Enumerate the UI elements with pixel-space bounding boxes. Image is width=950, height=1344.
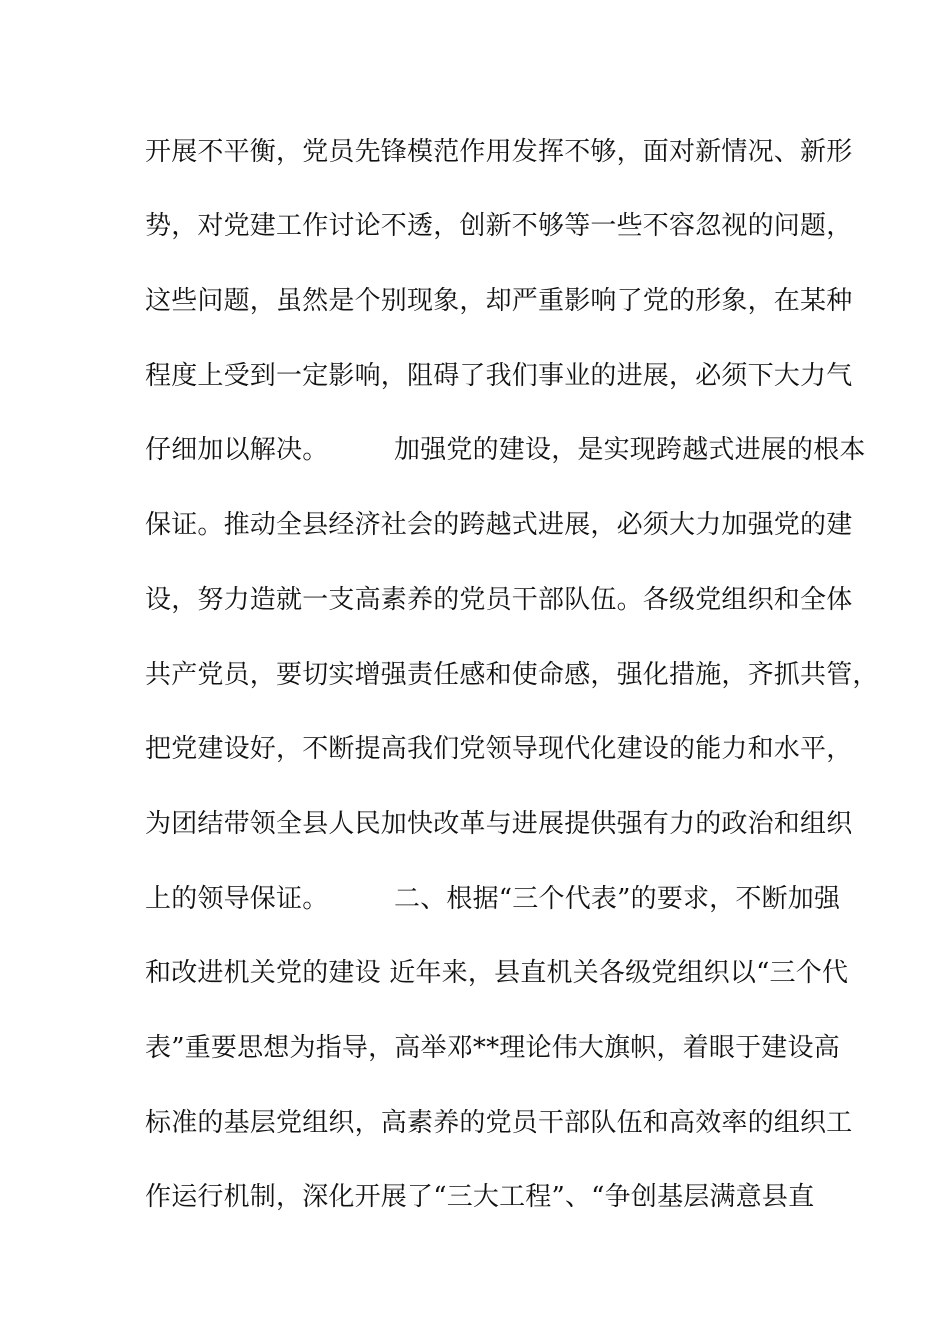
text-line-10: 为团结带领全县人民加快改革与进展提供强有力的政治和组织	[145, 809, 853, 839]
text-line-5: 仔细加以解决。 加强党的建设，是实现跨越式进展的根本	[145, 435, 866, 465]
text-line-12: 和改进机关党的建设 近年来，县直机关各级党组织以“三个代	[145, 958, 849, 988]
text-line-9: 把党建设好，不断提高我们党领导现代化建设的能力和水平，	[145, 734, 853, 764]
text-line-7: 设，努力造就一支高素养的党员干部队伍。各级党组织和全体	[145, 585, 853, 615]
text-line-4: 程度上受到一定影响，阻碍了我们事业的进展，必须下大力气	[145, 361, 853, 391]
text-line-14: 标准的基层党组织，高素养的党员干部队伍和高效率的组织工	[145, 1108, 853, 1138]
text-line-1: 开展不平衡，党员先锋模范作用发挥不够，面对新情况、新形	[145, 137, 853, 167]
text-line-8: 共产党员，要切实增强责任感和使命感，强化措施，齐抓共管，	[145, 660, 879, 690]
text-line-2: 势，对党建工作讨论不透，创新不够等一些不容忽视的问题，	[145, 211, 853, 241]
text-line-6: 保证。推动全县经济社会的跨越式进展，必须大力加强党的建	[145, 510, 853, 540]
text-line-15: 作运行机制，深化开展了“三大工程”、“争创基层满意县直	[145, 1182, 815, 1212]
text-line-3: 这些问题，虽然是个别现象，却严重影响了党的形象，在某种	[145, 286, 853, 316]
text-line-13: 表”重要思想为指导，高举邓**理论伟大旗帜，着眼于建设高	[145, 1033, 840, 1063]
text-line-11: 上的领导保证。 二、根据“三个代表”的要求，不断加强	[145, 884, 841, 914]
